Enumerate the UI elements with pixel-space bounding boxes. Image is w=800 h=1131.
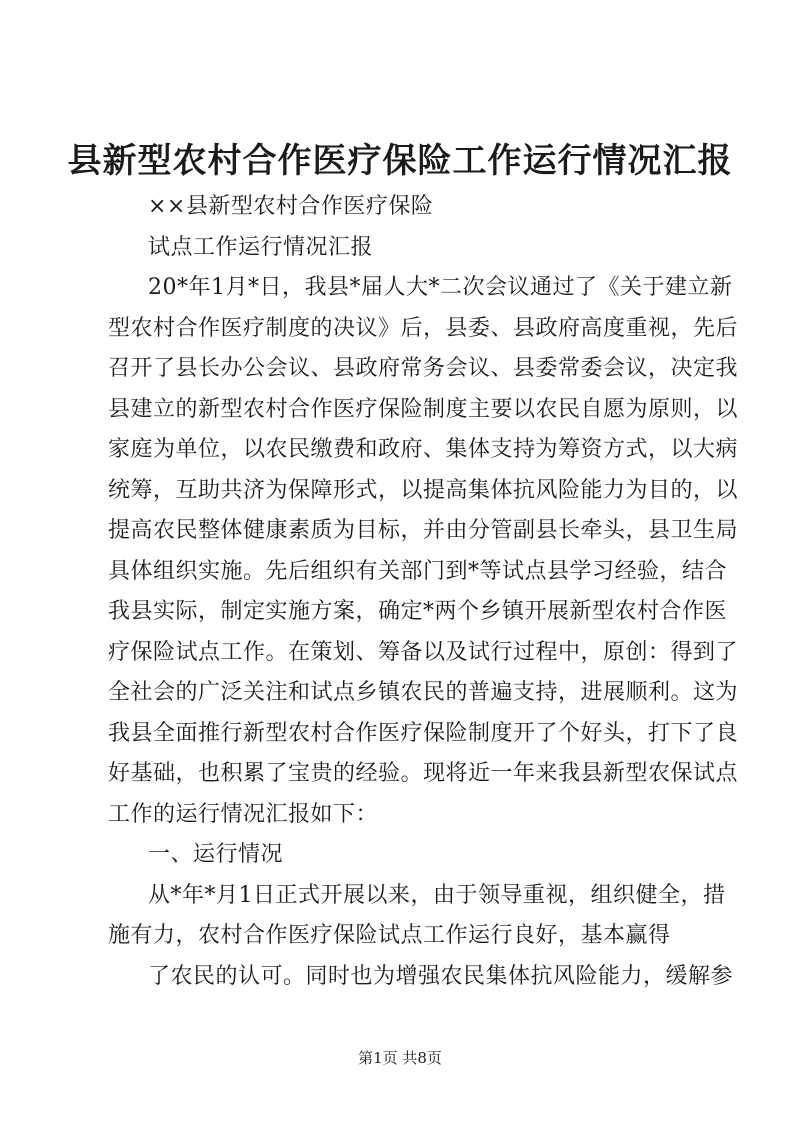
paragraph-line: 疗保险试点工作。在策划、筹备以及试行过程中，原创：得到了 <box>108 640 739 665</box>
paragraph-line: 提高农民整体健康素质为目标，并由分管副县长牵头，县卫生局 <box>108 518 739 543</box>
document-title: 县新型农村合作医疗保险工作运行情况汇报 <box>67 141 733 181</box>
paragraph-line: 工作的运行情况汇报如下： <box>108 802 379 827</box>
subtitle-line-2: 试点工作运行情况汇报 <box>148 235 374 260</box>
paragraph-line: 全社会的广泛关注和试点乡镇农民的普遍支持，进展顺利。这为 <box>108 680 739 705</box>
paragraph-line: 我县全面推行新型农村合作医疗保险制度开了个好头，打下了良 <box>108 721 739 746</box>
paragraph-line: 统筹，互助共济为保障形式，以提高集体抗风险能力为目的，以 <box>108 478 739 503</box>
paragraph-line: 施有力，农村合作医疗保险试点工作运行良好，基本赢得 <box>108 923 671 948</box>
page-footer: 第1页 共8页 <box>358 1049 442 1067</box>
section-heading: 一、运行情况 <box>148 842 284 867</box>
paragraph-line: 了农民的认可。同时也为增强农民集体抗风险能力，缓解参 <box>148 964 734 989</box>
paragraph-line: 召开了县长办公会议、县政府常务会议、县委常委会议，决定我 <box>108 356 739 381</box>
paragraph-line: 20*年1月*日，我县*届人大*二次会议通过了《关于建立新 <box>148 275 733 300</box>
paragraph-line: 具体组织实施。先后组织有关部门到*等试点县学习经验，结合 <box>108 559 728 584</box>
paragraph-line: 家庭为单位，以农民缴费和政府、集体支持为筹资方式，以大病 <box>108 437 739 462</box>
paragraph-line: 好基础，也积累了宝贵的经验。现将近一年来我县新型农保试点 <box>108 761 739 786</box>
paragraph-line: 县建立的新型农村合作医疗保险制度主要以农民自愿为原则，以 <box>108 397 739 422</box>
subtitle-line-1: ××县新型农村合作医疗保险 <box>148 194 434 219</box>
paragraph-line: 我县实际，制定实施方案，确定*两个乡镇开展新型农村合作医 <box>108 599 728 624</box>
paragraph-line: 型农村合作医疗制度的决议》后，县委、县政府高度重视，先后 <box>108 316 739 341</box>
paragraph-line: 从*年*月1日正式开展以来，由于领导重视，组织健全，措 <box>148 883 726 908</box>
